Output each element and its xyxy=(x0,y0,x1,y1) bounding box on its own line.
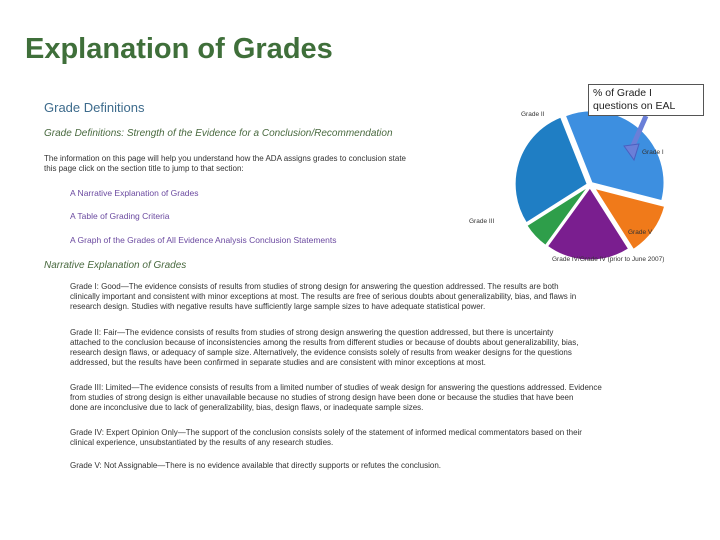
intro-line-2: this page click on the section title to jump to that section: xyxy=(44,164,244,173)
callout-box xyxy=(588,84,704,116)
arrow-head xyxy=(624,144,639,160)
grade-1-line: Grade I: Good—The evidence consists of results from studies of strong design for answering the question addressed. The results are both xyxy=(70,282,559,291)
pie-label-grade-ii: Grade II xyxy=(521,111,545,118)
callout-line-1: % of Grade I xyxy=(593,87,652,99)
grade-3-line: from studies of strong design is either unavailable because no studies of strong design have been done or because the studies that have been xyxy=(70,393,574,402)
grade-1-line: research design. Studies with negative results have sufficiently large sample sizes to have adequate statistical power. xyxy=(70,302,486,311)
grade-2-line: Grade II: Fair—The evidence consists of results from studies of strong design answering the question addressed, but there is uncertainty xyxy=(70,328,554,337)
grade-2-line: addressed, but the results have been confirmed in separate studies and are consistent with minor exceptions at most. xyxy=(70,358,486,367)
grade-definitions-heading: Grade Definitions xyxy=(44,100,145,115)
intro-line-1: The information on this page will help you understand how the ADA assigns grades to conclusion state xyxy=(44,154,406,163)
grade-1-line: clinically important and consistent with minor exceptions at most. The results are free of serious doubts about generalizability, bias, and flaws in xyxy=(70,292,577,301)
grade-3-line: Grade III: Limited—The evidence consists of results from a limited number of studies of weak design for answering the questions addressed. Evidence xyxy=(70,383,602,392)
grade-5-line: Grade V: Not Assignable—There is no evidence available that directly supports or refutes the conclusion. xyxy=(70,461,442,470)
pie-label-grade-v: Grade V xyxy=(628,229,653,236)
pie-label-grade-iii: Grade III xyxy=(469,218,495,225)
grade-4-line: clinical experience, unsubstantiated by the results of any research studies. xyxy=(70,438,334,447)
narrative-heading: Narrative Explanation of Grades xyxy=(44,260,187,271)
strength-subheading: Grade Definitions: Strength of the Evidence for a Conclusion/Recommendation xyxy=(44,128,393,139)
callout-line-2: questions on EAL xyxy=(593,100,676,112)
grade-3-line: done are inconclusive due to lack of generalizability, bias, design flaws, or inadequate sample sizes. xyxy=(70,403,424,412)
link-narrative[interactable]: A Narrative Explanation of Grades xyxy=(70,188,199,198)
grade-2-line: research design flaws, or adequacy of sample size. Alternatively, the evidence consists solely of results from weaker designs for the questions xyxy=(70,348,572,357)
pie-label-grade-iv: Grade IV/Grade IV (prior to June 2007) xyxy=(552,256,665,263)
link-table[interactable]: A Table of Grading Criteria xyxy=(70,211,170,221)
grade-4-line: Grade IV: Expert Opinion Only—The support of the conclusion consists solely of the statement of informed medical commentators based on their xyxy=(70,428,582,437)
grade-2-line: attached to the conclusion because of inconsistencies among the results from different studies or because of doubts about generalizability, bias, xyxy=(70,338,579,347)
slide-title: Explanation of Grades xyxy=(25,33,333,65)
pie-label-grade-i: Grade I xyxy=(642,149,664,156)
link-graph[interactable]: A Graph of the Grades of All Evidence Analysis Conclusion Statements xyxy=(70,235,337,245)
